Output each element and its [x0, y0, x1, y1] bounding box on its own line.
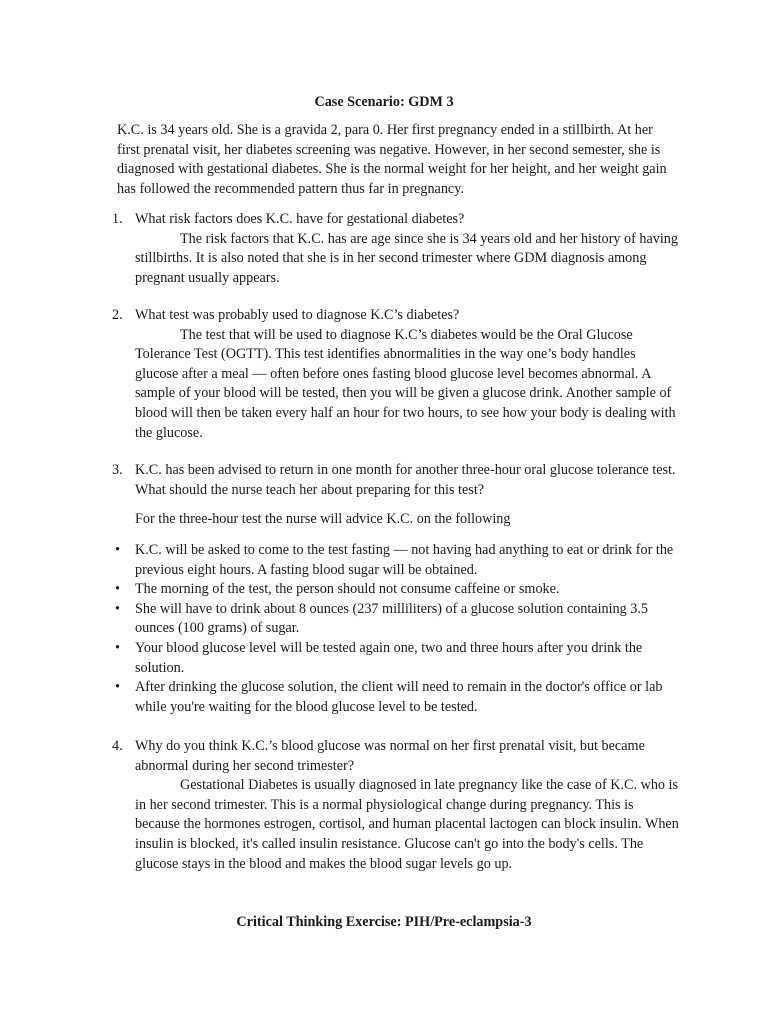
list-item — [112, 678, 680, 717]
question-1 — [112, 210, 687, 288]
list-item-text: The morning of the test, the person should not consume caffeine or smoke. — [135, 581, 560, 598]
list-item-text: Your blood glucose level will be tested again one, two and three hours after you drink the solution. — [135, 639, 643, 676]
list-item — [112, 639, 680, 678]
bullet-icon: • — [115, 600, 120, 617]
question-text: What test was probably used to diagnose K.C’s diabetes? — [135, 307, 460, 323]
bullet-icon: • — [115, 542, 120, 558]
bullet-icon: • — [115, 581, 120, 598]
bullet-icon: • — [115, 639, 120, 656]
answer-text: The risk factors that K.C. has are age since she is 34 years old and her history of having stillbirths. It is also noted that she is in her second trimester where GDM diagnosis among pregnant usually appears. — [135, 230, 678, 286]
question-number: 1. — [112, 211, 123, 227]
question-number: 4. — [112, 738, 123, 754]
question-text: Why do you think K.C.’s blood glucose was normal on her first prenatal visit, but became abnormal during her second trimester? — [135, 738, 645, 774]
question-text: K.C. has been advised to return in one month for another three-hour oral glucose tolerance test. What should the nurse teach her about preparing for this test? — [135, 462, 676, 498]
list-item — [112, 580, 680, 600]
question-2 — [112, 306, 687, 443]
answer-text: The test that will be used to diagnose K.C’s diabetes would be the Oral Glucose Tolerance Test (OGTT). This test identifies abnormalities in the way one’s body handles glucose after a meal — often before ones fasting blood glucose level becomes abnormal. A sample of your blood will be tested, then you will be given a glucose drink. Another sample of blood will then be taken every half an hour for two hours, to see how your body is dealing with the glucose. — [135, 326, 676, 441]
next-section-title: Critical Thinking Exercise: PIH/Pre-eclampsia-3 — [236, 914, 532, 930]
list-item — [112, 541, 680, 580]
list-item-text: She will have to drink about 8 ounces (237 milliliters) of a glucose solution containing 3.5 ounces (100 grams) of sugar. — [135, 600, 649, 637]
question-number: 3. — [112, 462, 123, 478]
page-title: Case Scenario: GDM 3 — [314, 94, 454, 110]
question-4 — [112, 737, 687, 874]
answer-text: Gestational Diabetes is usually diagnosed in late pregnancy like the case of K.C. who is in her second trimester. This is a normal physiological change during pregnancy. This is because the hormones estrogen, cortisol, and human placental lactogen can block insulin. When insulin is blocked, it's called insulin resistance. Glucose can't go into the body's cells. The glucose stays in the blood and makes the blood sugar levels go up. — [135, 777, 679, 872]
q3-lead-text: For the three-hour test the nurse will advice K.C. on the following — [135, 511, 511, 527]
question-text: What risk factors does K.C. have for gestational diabetes? — [135, 211, 465, 227]
question-number: 2. — [112, 307, 123, 323]
list-item-text: K.C. will be asked to come to the test fasting — not having had anything to eat or drink for the previous eight hours. A fasting blood sugar will be obtained. — [135, 542, 674, 578]
list-item-text: After drinking the glucose solution, the client will need to remain in the doctor's office or lab while you're waiting for the blood glucose level to be tested. — [135, 679, 663, 715]
preparation-bullet-list — [112, 541, 687, 717]
list-item — [112, 600, 680, 639]
bullet-icon: • — [115, 679, 120, 696]
case-intro-paragraph: K.C. is 34 years old. She is a gravida 2, para 0. Her first pregnancy ended in a stillbirth. At her first prenatal visit, her diabetes screening was negative. However, in her second semester, she is diagnosed with gestational diabetes. She is the normal weight for her height, and her weight gain has followed the recommended pattern thus far in pregnancy. — [117, 122, 667, 197]
question-3 — [112, 461, 687, 500]
